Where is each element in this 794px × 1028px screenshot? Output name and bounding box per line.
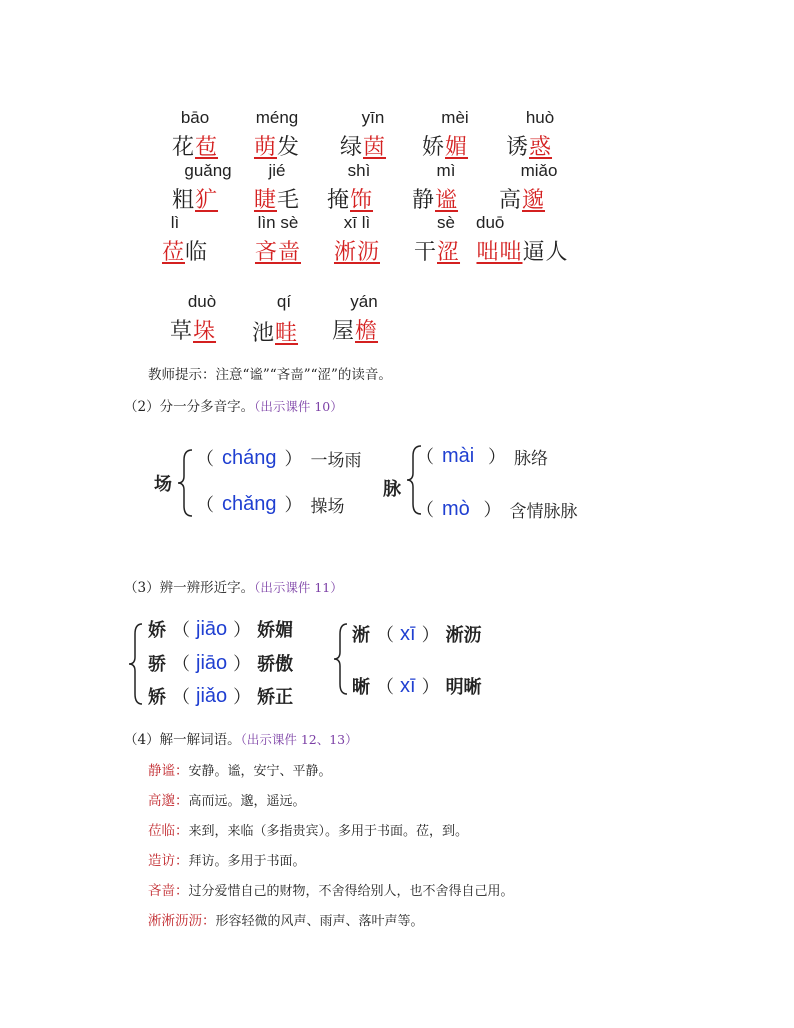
section-title-text: （2）分一分多音字。 bbox=[124, 399, 255, 415]
word-highlight: 萌 bbox=[253, 135, 277, 160]
definition-text: 形容轻微的风声、雨声、落叶声等。 bbox=[215, 914, 424, 929]
similar-pinyin: xī bbox=[400, 674, 416, 697]
pinyin-word bbox=[470, 213, 575, 283]
section-4-title bbox=[124, 728, 358, 748]
polyphone-word: 操场 bbox=[310, 496, 345, 517]
pinyin-label: qí bbox=[276, 292, 292, 311]
pinyin-word bbox=[312, 213, 402, 283]
word-plain: 静 bbox=[411, 188, 435, 213]
pinyin-word bbox=[310, 292, 400, 362]
word-plain: 花 bbox=[171, 135, 195, 160]
brace-icon bbox=[176, 448, 196, 518]
polyphone-word: 含情脉脉 bbox=[509, 501, 578, 522]
similar-line: 淅 （ xī ） 淅沥 bbox=[352, 622, 482, 646]
section-title-text: （4）解一解词语。 bbox=[124, 732, 241, 748]
word-highlight: 饰 bbox=[350, 188, 374, 213]
word-highlight: 莅 bbox=[161, 240, 185, 265]
definition-term: 静谧： bbox=[148, 763, 189, 779]
definition-term: 造访： bbox=[148, 853, 189, 869]
brace-icon bbox=[333, 622, 351, 696]
word-highlight: 谧 bbox=[435, 188, 459, 213]
section-note: （出示课件 12、13） bbox=[240, 732, 358, 747]
polyphone-line: （ cháng ） 一场雨 bbox=[196, 446, 362, 471]
pinyin-label: lìn sè bbox=[257, 213, 299, 232]
definition-text: 安静。谧，安宁、平静。 bbox=[188, 764, 332, 779]
pinyin-label: yán bbox=[350, 292, 378, 311]
word-highlight: 檐 bbox=[355, 319, 379, 344]
word-highlight: 邈 bbox=[522, 188, 546, 213]
similar-word: 骄傲 bbox=[257, 654, 294, 675]
similar-word: 明晰 bbox=[445, 677, 482, 698]
teacher-hint: 教师提示：注意“谧”“吝啬”“涩”的读音。 bbox=[148, 367, 392, 383]
word-plain: 绿 bbox=[339, 135, 363, 160]
word-plain: 干 bbox=[413, 240, 437, 265]
polyphone-line: （ mài ） 脉络 bbox=[416, 444, 548, 469]
section-note: （出示课件 11） bbox=[254, 580, 343, 595]
definition-item bbox=[148, 759, 332, 779]
similar-char: 骄 bbox=[148, 654, 166, 675]
word-highlight: 苞 bbox=[195, 135, 219, 160]
definition-text: 来到，来临（多指贵宾）。多用于书面。莅，到。 bbox=[188, 824, 469, 839]
similar-line: 晰 （ xī ） 明晰 bbox=[352, 674, 482, 698]
pinyin-label: sè bbox=[437, 213, 455, 232]
pinyin-label: duō bbox=[476, 213, 505, 232]
definition-item bbox=[148, 789, 306, 809]
pinyin-word bbox=[230, 292, 320, 362]
similar-word: 矫正 bbox=[257, 687, 294, 708]
definition-text: 拜访。多用于书面。 bbox=[188, 854, 306, 869]
word-highlight: 淅沥 bbox=[333, 240, 380, 265]
similar-pinyin: jiǎo bbox=[196, 684, 228, 707]
word-highlight: 咄咄 bbox=[476, 240, 523, 265]
similar-line: 娇 （ jiāo ） 娇媚 bbox=[148, 617, 294, 641]
definition-term: 吝啬： bbox=[148, 883, 189, 899]
pinyin-label: miǎo bbox=[520, 161, 558, 180]
polyphone-word: 脉络 bbox=[513, 448, 548, 469]
similar-char: 晰 bbox=[352, 677, 370, 698]
section-note: （出示课件 10） bbox=[254, 399, 343, 414]
brace-icon bbox=[128, 622, 146, 706]
definition-item bbox=[148, 849, 306, 869]
definition-term: 高邈： bbox=[148, 793, 189, 809]
word-highlight: 睫 bbox=[253, 188, 277, 213]
pinyin-label: jié bbox=[268, 161, 286, 180]
polyphone-pinyin: mò bbox=[442, 497, 470, 520]
definition-text: 过分爱惜自己的财物，不舍得给别人，也不舍得自己用。 bbox=[188, 884, 514, 899]
pinyin-label: mì bbox=[436, 161, 456, 180]
pinyin-label: bāo bbox=[180, 108, 210, 127]
word-plain: 屋 bbox=[331, 319, 355, 344]
word-highlight: 涩 bbox=[437, 240, 461, 265]
pinyin-label: yīn bbox=[361, 108, 385, 127]
pinyin-label: mèi bbox=[441, 108, 469, 127]
similar-char: 淅 bbox=[352, 625, 370, 646]
word-highlight: 垛 bbox=[193, 319, 217, 344]
word-plain: 临 bbox=[185, 240, 209, 265]
pinyin-label: guǎng bbox=[184, 161, 232, 180]
word-plain: 发 bbox=[277, 135, 301, 160]
word-highlight: 茵 bbox=[363, 135, 387, 160]
polyphone-char: 场 bbox=[154, 474, 172, 495]
similar-pinyin: jiāo bbox=[196, 617, 228, 640]
polyphone-pinyin: mài bbox=[442, 444, 475, 467]
word-plain: 诱 bbox=[505, 135, 529, 160]
similar-char: 娇 bbox=[148, 620, 166, 641]
similar-line: 矫 （ jiǎo ） 矫正 bbox=[148, 684, 294, 708]
polyphone-word: 一场雨 bbox=[310, 450, 362, 471]
definition-item bbox=[148, 879, 514, 899]
polyphone-pinyin: cháng bbox=[222, 446, 277, 469]
definition-item bbox=[148, 909, 424, 929]
word-plain: 池 bbox=[251, 321, 275, 346]
similar-pinyin: jiāo bbox=[196, 651, 228, 674]
pinyin-word bbox=[233, 213, 323, 283]
pinyin-word bbox=[140, 213, 230, 283]
section-title-text: （3）辨一辨形近字。 bbox=[124, 580, 255, 596]
polyphone-pinyin: chǎng bbox=[222, 492, 277, 515]
definition-text: 高而远。邈，遥远。 bbox=[188, 794, 306, 809]
word-highlight: 惑 bbox=[529, 135, 553, 160]
pinyin-label: shì bbox=[347, 161, 371, 180]
word-highlight: 畦 bbox=[275, 321, 299, 346]
definition-term: 淅淅沥沥： bbox=[148, 913, 216, 929]
pinyin-label: huò bbox=[525, 108, 555, 127]
pinyin-word bbox=[148, 292, 238, 362]
word-plain: 毛 bbox=[277, 188, 301, 213]
definition-item bbox=[148, 819, 468, 839]
polyphone-char: 脉 bbox=[383, 479, 401, 500]
word-plain: 高 bbox=[498, 188, 522, 213]
pinyin-word bbox=[392, 213, 482, 283]
word-highlight: 吝啬 bbox=[254, 240, 301, 265]
pinyin-label: duò bbox=[187, 292, 217, 311]
word-highlight: 犷 bbox=[195, 188, 219, 213]
similar-pinyin: xī bbox=[400, 622, 416, 645]
word-plain: 逼人 bbox=[522, 240, 569, 265]
word-plain: 掩 bbox=[326, 188, 350, 213]
definition-term: 莅临： bbox=[148, 823, 189, 839]
polyphone-line: （ mò ） 含情脉脉 bbox=[416, 497, 578, 522]
word-plain: 草 bbox=[169, 319, 193, 344]
section-2-title bbox=[124, 395, 343, 415]
similar-char: 矫 bbox=[148, 687, 166, 708]
word-plain: 娇 bbox=[421, 135, 445, 160]
word-plain: 粗 bbox=[171, 188, 195, 213]
similar-word: 淅沥 bbox=[445, 625, 482, 646]
polyphone-line: （ chǎng ） 操场 bbox=[196, 492, 345, 517]
section-3-title bbox=[124, 576, 343, 596]
pinyin-label: méng bbox=[255, 108, 299, 127]
pinyin-label: xī lì bbox=[343, 213, 371, 232]
similar-word: 娇媚 bbox=[257, 620, 294, 641]
similar-line: 骄 （ jiāo ） 骄傲 bbox=[148, 651, 294, 675]
pinyin-label: lì bbox=[170, 213, 180, 232]
word-highlight: 媚 bbox=[445, 135, 469, 160]
